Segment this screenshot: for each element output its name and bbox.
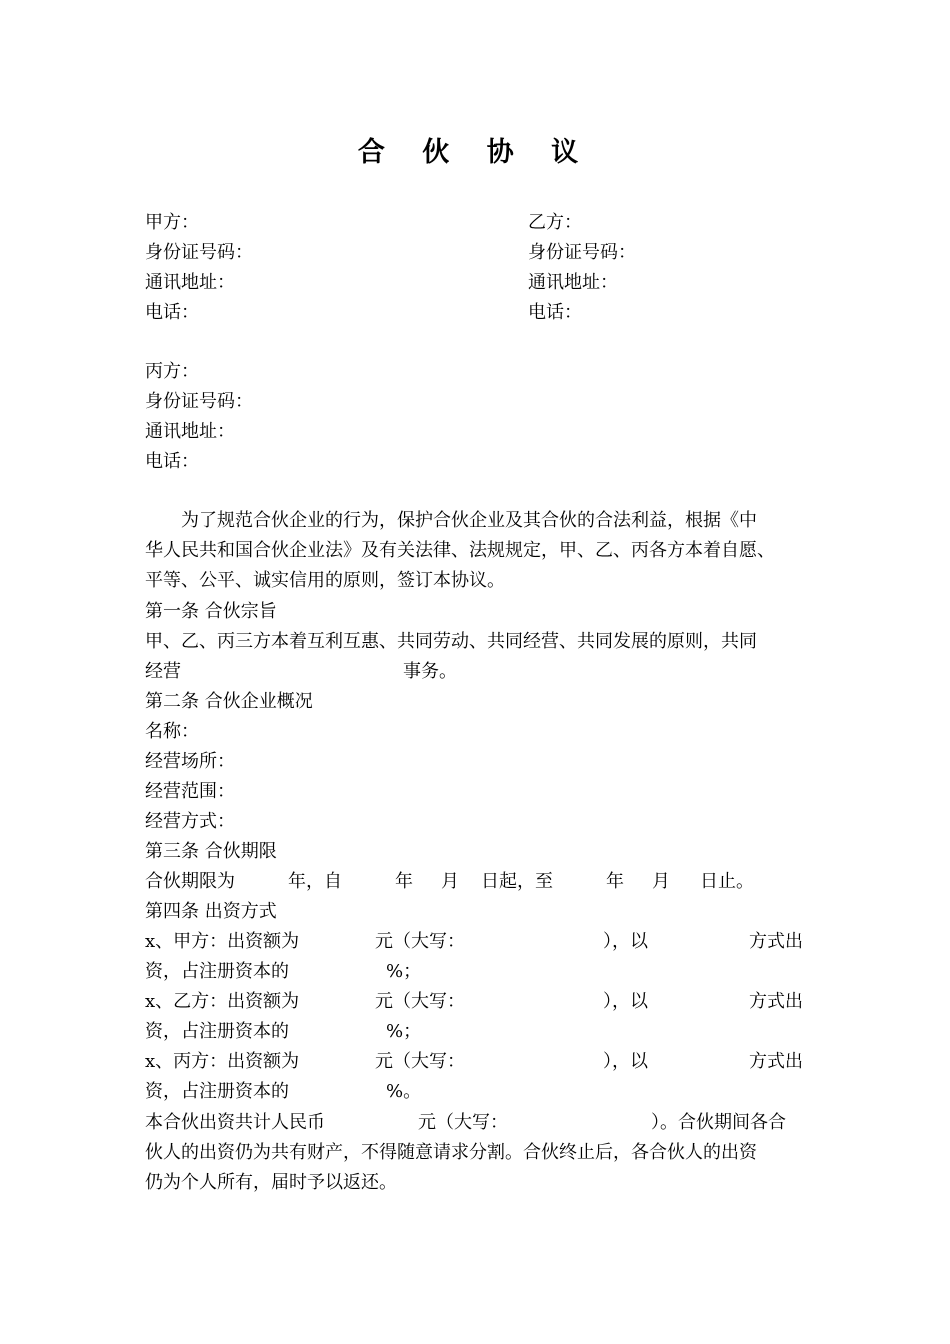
contribution-b-by: ），以 — [603, 991, 648, 1012]
article-2-scope: 经营范围： — [145, 781, 235, 802]
contribution-b-capital-label: 元（大写： — [375, 991, 465, 1012]
term-part-8: 日止。 — [700, 871, 754, 892]
preamble-line-2: 华人民共和国合伙企业法》及有关法律、法规规定，甲、乙、丙各方本着自愿、 — [145, 540, 775, 561]
total-capital-line-3: 仍为个人所有，届时予以返还。 — [145, 1172, 397, 1193]
contribution-b-percent: %； — [386, 1021, 422, 1042]
total-capital-tail: ）。合伙期间各合 — [651, 1112, 786, 1133]
article-2-place: 经营场所： — [145, 751, 235, 772]
article-2-mode: 经营方式： — [145, 811, 235, 832]
article-2-name: 名称： — [145, 721, 199, 742]
total-capital-uppercase-label: 元（大写： — [418, 1112, 508, 1133]
term-part-6: 年 — [606, 871, 624, 892]
party-b-address: 通讯地址： — [528, 272, 618, 293]
term-part-7: 月 — [652, 871, 670, 892]
party-c-label: 丙方： — [145, 361, 199, 382]
party-a-address: 通讯地址： — [145, 272, 235, 293]
party-b-label: 乙方： — [528, 212, 582, 233]
contribution-b-method: 方式出 — [749, 991, 803, 1012]
contribution-a-percent: %； — [386, 961, 422, 982]
contribution-a-capital-label: 元（大写： — [375, 931, 465, 952]
preamble-line-3: 平等、公平、诚实信用的原则，签订本协议。 — [145, 570, 505, 591]
contribution-a-by: ），以 — [603, 931, 648, 952]
term-part-3: 年 — [395, 871, 413, 892]
article-1-line-2b: 事务。 — [403, 661, 457, 682]
party-c-id: 身份证号码： — [145, 391, 253, 412]
term-part-5: 日起，至 — [481, 871, 553, 892]
party-a-id: 身份证号码： — [145, 242, 253, 263]
contribution-c-method: 方式出 — [749, 1051, 803, 1072]
contribution-b-share-label: 资，占注册资本的 — [145, 1021, 289, 1042]
party-a-phone: 电话： — [145, 302, 199, 323]
article-3-heading: 第三条 合伙期限 — [145, 841, 277, 862]
party-a-label: 甲方： — [145, 212, 199, 233]
term-part-4: 月 — [441, 871, 459, 892]
party-b-phone: 电话： — [528, 302, 582, 323]
term-part-1: 合伙期限为 — [145, 871, 235, 892]
article-4-heading: 第四条 出资方式 — [145, 901, 277, 922]
contribution-c-share-label: 资，占注册资本的 — [145, 1081, 289, 1102]
article-1-heading: 第一条 合伙宗旨 — [145, 601, 277, 622]
contribution-a-share-label: 资，占注册资本的 — [145, 961, 289, 982]
contribution-a-method: 方式出 — [749, 931, 803, 952]
article-1-line-1: 甲、乙、丙三方本着互利互惠、共同劳动、共同经营、共同发展的原则，共同 — [145, 631, 757, 652]
contribution-c-capital-label: 元（大写： — [375, 1051, 465, 1072]
total-capital-line-2: 伙人的出资仍为共有财产，不得随意请求分割。合伙终止后，各合伙人的出资 — [145, 1142, 757, 1163]
party-b-id: 身份证号码： — [528, 242, 636, 263]
term-part-2: 年，自 — [288, 871, 342, 892]
article-1-line-2a: 经营 — [145, 661, 181, 682]
contribution-c-by: ），以 — [603, 1051, 648, 1072]
total-capital-label: 本合伙出资共计人民币 — [145, 1112, 325, 1133]
article-2-heading: 第二条 合伙企业概况 — [145, 691, 313, 712]
contribution-b-amount-label: x、乙方：出资额为 — [145, 991, 300, 1012]
contribution-c-percent: %。 — [386, 1081, 422, 1102]
party-c-address: 通讯地址： — [145, 421, 235, 442]
preamble-line-1: 为了规范合伙企业的行为，保护合伙企业及其合伙的合法利益，根据《中 — [181, 510, 757, 531]
document-title: 合 伙 协 议 — [357, 137, 593, 168]
contribution-c-amount-label: x、丙方：出资额为 — [145, 1051, 300, 1072]
contribution-a-amount-label: x、甲方：出资额为 — [145, 931, 300, 952]
party-c-phone: 电话： — [145, 451, 199, 472]
